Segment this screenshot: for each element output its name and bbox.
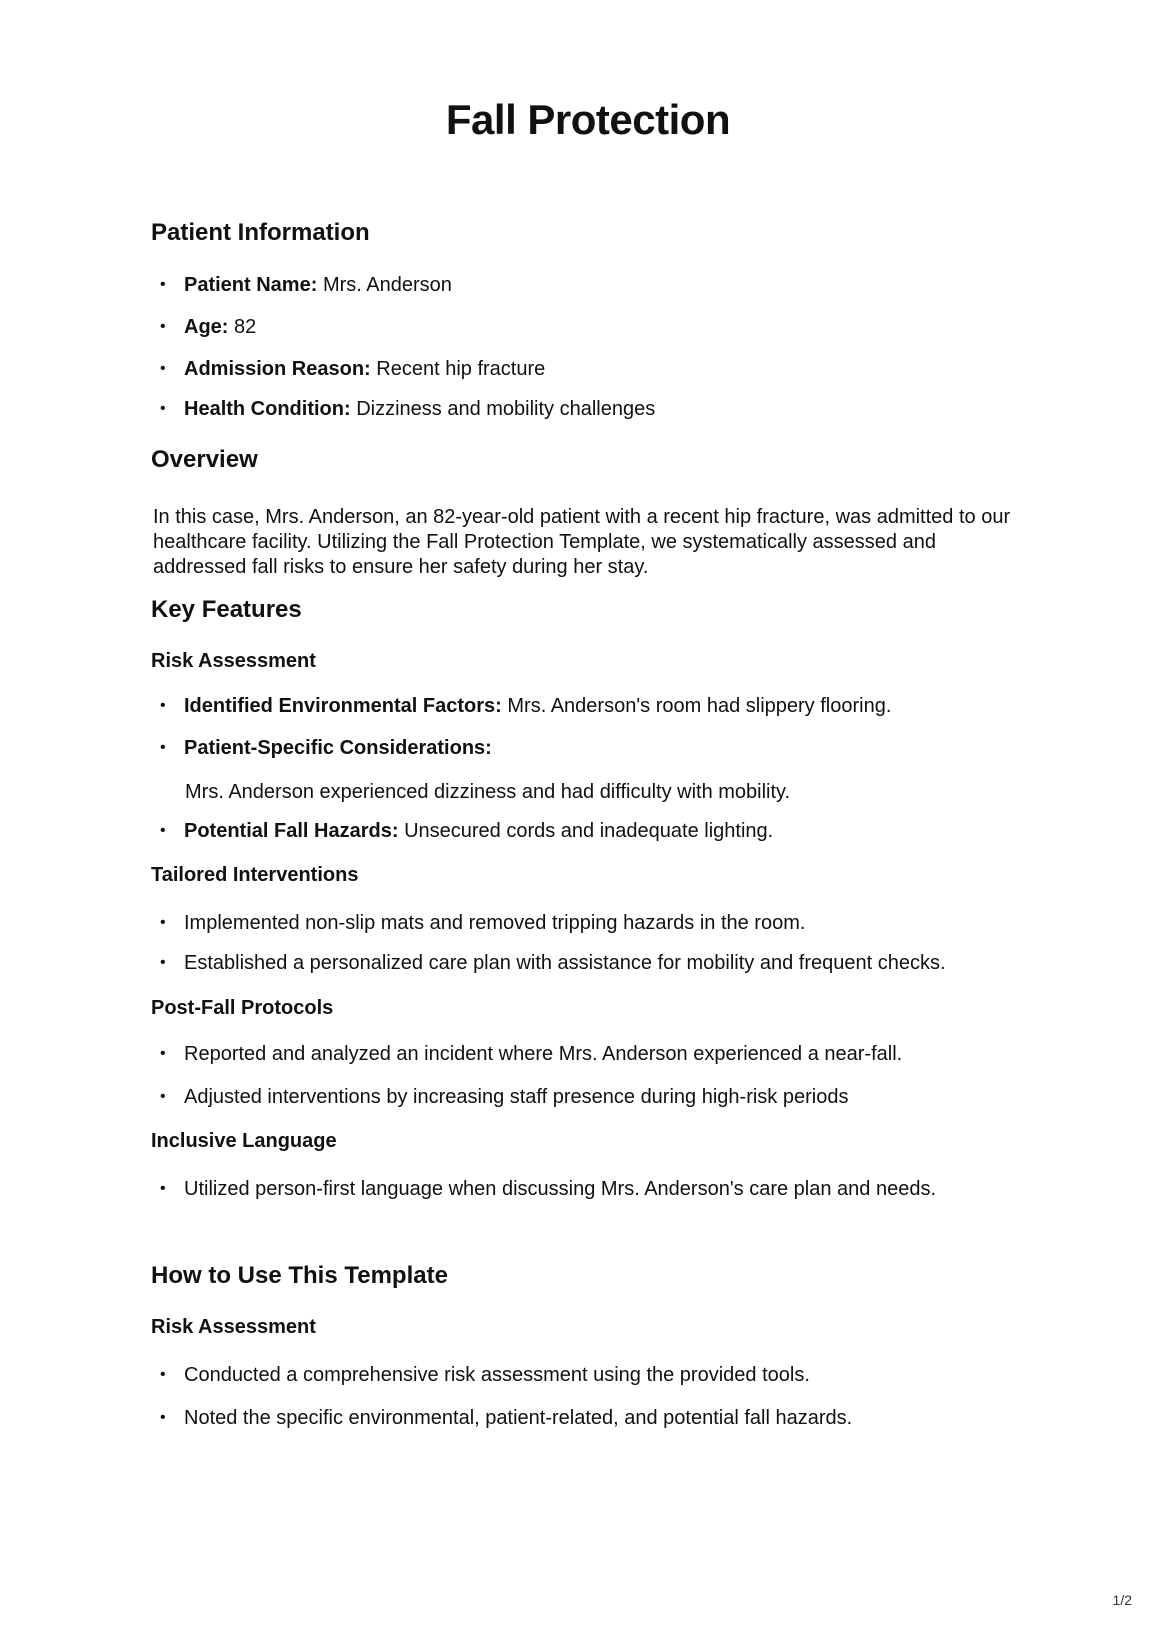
- overview-paragraph: In this case, Mrs. Anderson, an 82-year-old patient with a recent hip fracture, was admitted to our healthcare facility. Utilizing the Fall Protection Template, we systematically assessed and addressed fall risks to ensure her safety during her stay.: [153, 506, 1011, 578]
- how-to-use-heading: How to Use This Template: [151, 1262, 448, 1289]
- indented-note: Mrs. Anderson experienced dizziness and had difficulty with mobility.: [185, 781, 791, 803]
- bullet-icon: •: [160, 1409, 166, 1426]
- field-label: Admission Reason:: [184, 358, 371, 380]
- list-item: [160, 316, 256, 339]
- patient-information-heading: Patient Information: [151, 219, 370, 246]
- overview-heading: Overview: [151, 446, 258, 473]
- bullet-icon: •: [160, 400, 166, 417]
- bullet-icon: •: [160, 276, 166, 293]
- field-label: Potential Fall Hazards:: [184, 820, 399, 842]
- tailored-interventions-heading: Tailored Interventions: [151, 864, 359, 886]
- list-item: [160, 695, 891, 718]
- bullet-icon: •: [160, 954, 166, 971]
- list-item-text: Implemented non-slip mats and removed tripping hazards in the room.: [184, 912, 806, 934]
- field-value: Recent hip fracture: [376, 358, 546, 380]
- list-item: [160, 1407, 852, 1430]
- key-features-heading: Key Features: [151, 596, 302, 623]
- field-value: Unsecured cords and inadequate lighting.: [404, 820, 774, 842]
- bullet-icon: •: [160, 1088, 166, 1105]
- field-value: 82: [234, 316, 257, 338]
- list-item-text: Reported and analyzed an incident where Mrs. Anderson experienced a near-fall.: [184, 1043, 903, 1065]
- bullet-icon: •: [160, 1180, 166, 1197]
- bullet-icon: •: [160, 739, 166, 756]
- bullet-icon: •: [160, 318, 166, 335]
- field-value: Dizziness and mobility challenges: [356, 398, 656, 420]
- list-item: [160, 398, 655, 421]
- bullet-icon: •: [160, 822, 166, 839]
- list-item: [160, 1364, 810, 1387]
- field-label: Health Condition:: [184, 398, 351, 420]
- field-label: Patient-Specific Considerations:: [184, 737, 492, 759]
- field-label: Patient Name:: [184, 274, 318, 296]
- list-item: [160, 1178, 936, 1201]
- list-item: [160, 1043, 902, 1066]
- list-item: [160, 358, 545, 381]
- list-item: [160, 1086, 848, 1109]
- bullet-icon: •: [160, 697, 166, 714]
- bullet-icon: •: [160, 914, 166, 931]
- list-item-text: Established a personalized care plan with assistance for mobility and frequent checks.: [184, 952, 946, 974]
- field-label: Identified Environmental Factors:: [184, 695, 502, 717]
- list-item: [160, 912, 805, 935]
- bullet-icon: •: [160, 360, 166, 377]
- field-label: Age:: [184, 316, 229, 338]
- document-title: Fall Protection: [445, 96, 731, 143]
- list-item: [160, 274, 452, 297]
- field-value: Mrs. Anderson: [322, 274, 452, 296]
- list-item-text: Utilized person-first language when discussing Mrs. Anderson's care plan and needs.: [184, 1178, 937, 1200]
- list-item: [160, 952, 946, 975]
- post-fall-protocols-heading: Post-Fall Protocols: [151, 997, 334, 1019]
- field-value: Mrs. Anderson's room had slippery flooring.: [507, 695, 892, 717]
- how-to-risk-assessment-heading: Risk Assessment: [151, 1316, 316, 1338]
- page-number: 1/2: [1112, 1592, 1132, 1608]
- list-item-text: Adjusted interventions by increasing staff presence during high-risk periods: [184, 1086, 849, 1108]
- list-item-text: Conducted a comprehensive risk assessment using the provided tools.: [184, 1364, 810, 1386]
- list-item: [160, 820, 773, 843]
- list-item-text: Noted the specific environmental, patient-related, and potential fall hazards.: [184, 1407, 853, 1429]
- inclusive-language-heading: Inclusive Language: [151, 1130, 337, 1152]
- bullet-icon: •: [160, 1366, 166, 1383]
- list-item: [160, 737, 492, 760]
- risk-assessment-heading: Risk Assessment: [151, 650, 316, 672]
- bullet-icon: •: [160, 1045, 166, 1062]
